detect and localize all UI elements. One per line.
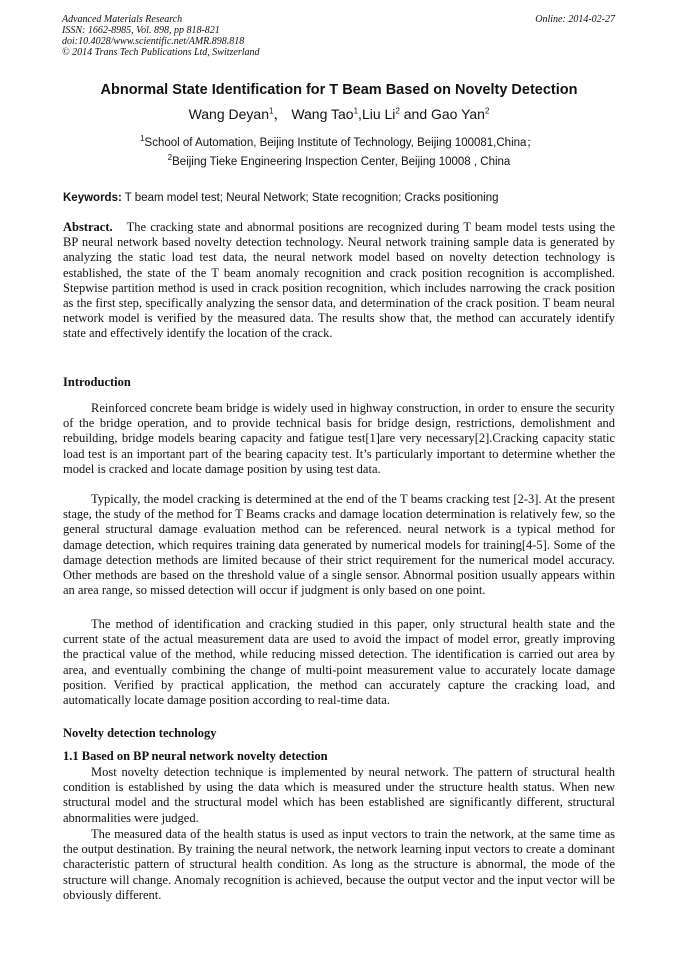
affiliation-mark: 1 <box>140 134 145 144</box>
novelty-paragraph-1: Most novelty detection technique is implemented by neural network. The pattern of structural health condition is established by using the data which is measured under the structure health status. When new structural model and the structural model which has been established are significantly different, structural abnormalities were judged. <box>63 765 615 825</box>
affiliation-mark: 2 <box>167 153 173 163</box>
affiliation-text: Beijing Tieke Engineering Inspection Center, Beijing 10008 , China <box>172 156 511 168</box>
section-heading-introduction: Introduction <box>63 375 131 389</box>
author-name: Wang Deyan <box>188 106 269 122</box>
online-date: Online: 2014-02-27 <box>535 14 615 25</box>
intro-paragraph-3: The method of identification and cracking studied in this paper, only structural health state and the current state of the actual measurement data are used to avoid the impact of model error, greatly improving the practical value of the method, while reducing missed detection. The identification is carried out area by area, and eventually combining the change of multi-point measurement value to accurately locate damage position. Verified by practical application, the method can accurately capture the cracking load, and automatically locate damage position according to real-time data. <box>63 617 615 708</box>
journal-name: Advanced Materials Research <box>62 14 183 25</box>
intro-paragraph-2: Typically, the model cracking is determined at the end of the T beams cracking test [2-3]. At the present stage, the study of the method for T Beams cracks and damage location determination is relatively few, so the general structural damage evaluation method can be referenced. neural network is a typical method for damage detection, which requires training data generated by numerical models for training[4-5]. Some of the damage detection methods are limited because of their strict requirement for the numerical model accuracy. Other methods are based on the threshold value of a single sensor. Abnormal position usually appears within an area range, so missed detection will occur if judgment is only based on one point. <box>63 492 615 598</box>
author-separator: , <box>358 106 362 122</box>
keywords <box>63 192 615 204</box>
doi-line[interactable]: doi:10.4028/www.scientific.net/AMR.898.818 <box>62 36 245 47</box>
keywords-label: Keywords: <box>63 192 122 204</box>
author-separator: ， <box>273 106 288 122</box>
abstract-label: Abstract. <box>63 220 113 234</box>
subsection-heading-1-1: 1.1 Based on BP neural network novelty detection <box>63 749 328 763</box>
author-affiliation-mark: 1 <box>353 106 359 116</box>
author-affiliation-mark: 1 <box>268 106 274 116</box>
abstract <box>63 220 615 342</box>
copyright-line: © 2014 Trans Tech Publications Ltd, Switzerland <box>62 47 260 58</box>
novelty-paragraph-2: The measured data of the health status is used as input vectors to train the network, at the same time as the output destination. By training the neural network, the network learning input vectors to create a dominant characteristic pattern of structural health condition. As long as the structure is abnormal, the mode of the structure will change. Anomaly recognition is achieved, because the output vector and the input vector will be obviously different. <box>63 827 615 902</box>
section-heading-novelty: Novelty detection technology <box>63 726 217 740</box>
author-conjunction: and <box>399 106 431 122</box>
journal-header <box>62 14 260 58</box>
author-affiliation-mark: 2 <box>395 106 400 116</box>
keywords-text: T beam model test; Neural Network; State recognition; Cracks positioning <box>121 192 499 204</box>
author-list <box>40 104 638 124</box>
intro-paragraph-1: Reinforced concrete beam bridge is widely used in highway construction, in order to ensure the security of the bridge operation, and to provide technical basis for bridge design, restrictions, demolishment and rebuilding, bridge models bearing capacity and fatigue test[1]are very necessary[2].Cracking capacity static load test is an important part of the bearing capacity test. It’s particularly important to determine whether the model is cracked and locate damage position by using test data. <box>63 401 615 476</box>
paper-title: Abnormal State Identification for T Beam Based on Novelty Detection <box>100 82 578 98</box>
author-name: Gao Yan <box>431 106 485 122</box>
author-name: Liu Li <box>361 106 396 122</box>
affiliation-2 <box>40 153 638 168</box>
affiliation-1 <box>40 134 638 150</box>
author-name: Wang Tao <box>291 106 354 122</box>
issn-line: ISSN: 1662-8985, Vol. 898, pp 818-821 <box>62 25 220 36</box>
affiliation-text: School of Automation, Beijing Institute of Technology, Beijing 100081,China； <box>144 137 538 149</box>
abstract-text: The cracking state and abnormal positions are recognized during T beam model tests using the BP neural network based novelty detection technology. Neural network training sample data is generated by analyzing the static load test data, the neural network model based on novelty detection technology is established, the state of the T beam anomaly recognition and crack position recognition is accomplished. Stepwise partition method is used in crack position recognition, which includes narrowing the crack position as the first step, specifically analyzing the sensor data, and determination of the crack position. T beam neural network model is verified by the measured data. The results show that, the method can accurately identify state and effectively identify the location of the crack. <box>63 220 615 341</box>
author-affiliation-mark: 2 <box>484 106 490 116</box>
